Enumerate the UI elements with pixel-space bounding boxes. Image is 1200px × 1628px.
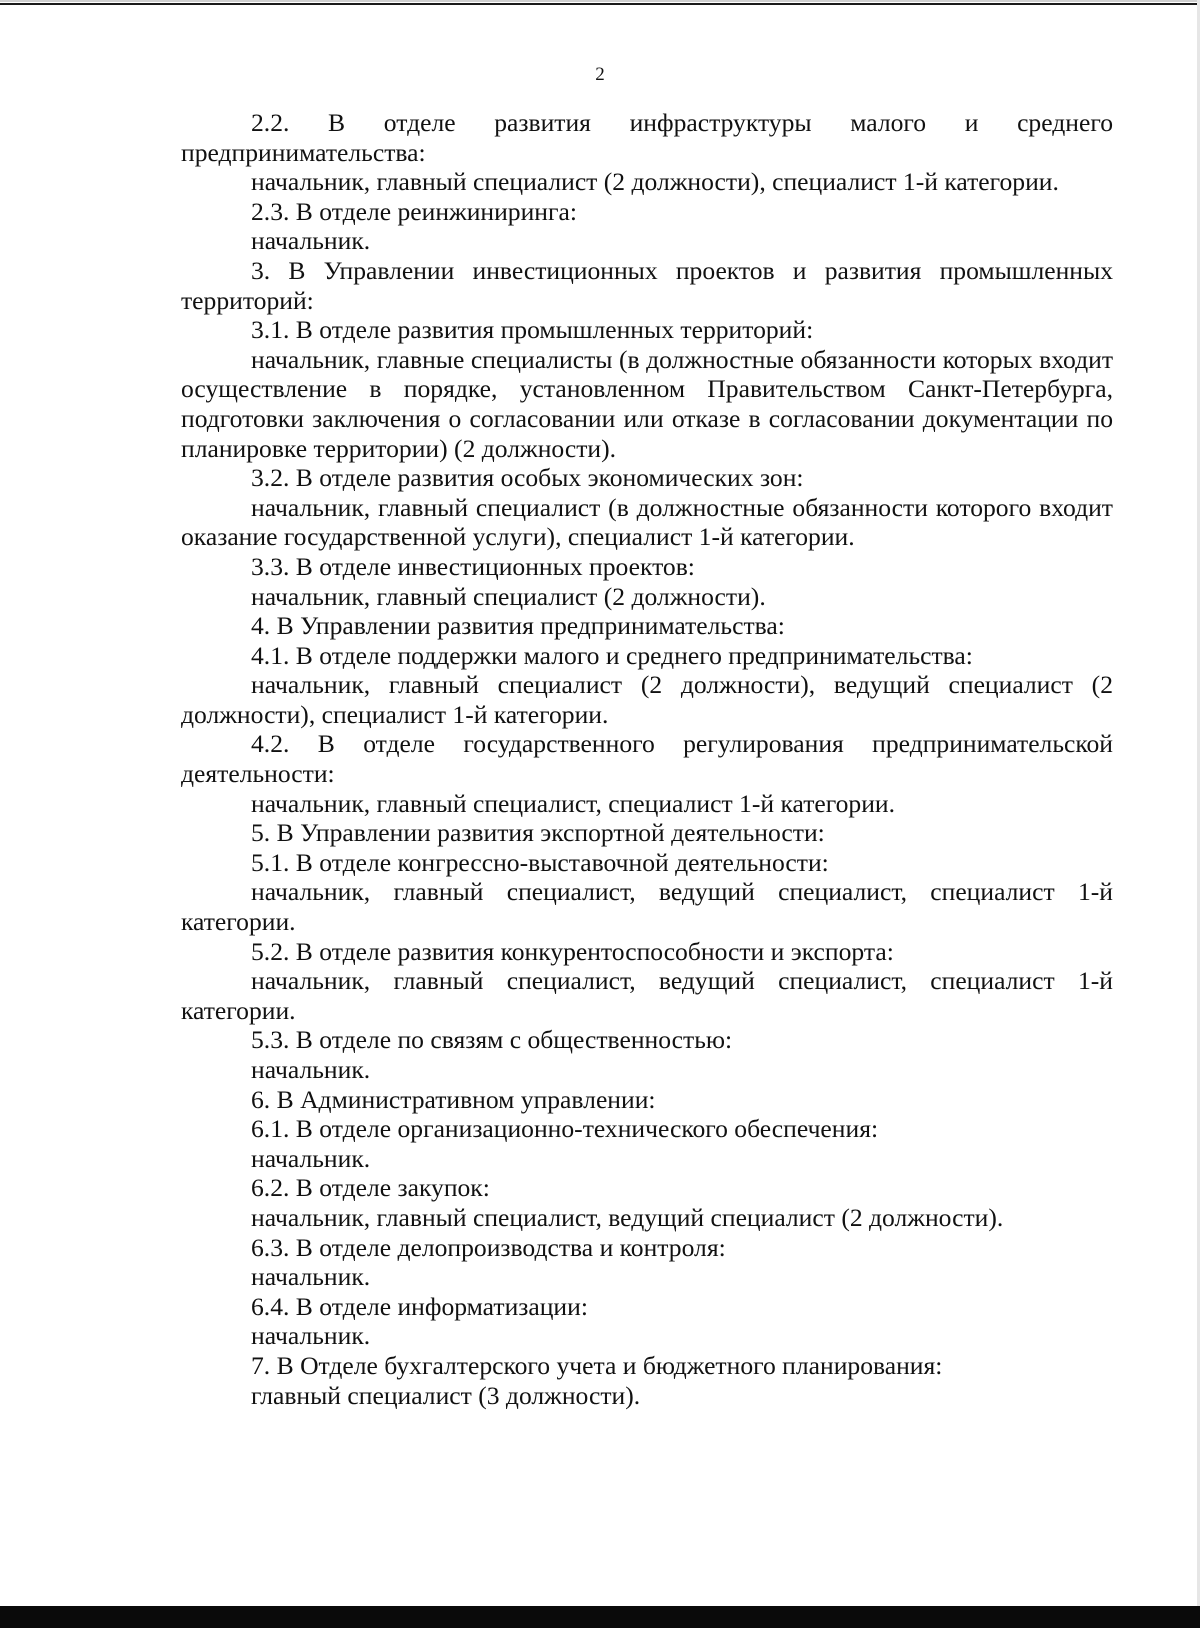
paragraph-5-3-positions: начальник. xyxy=(251,1055,371,1084)
paragraph-4-1-positions: начальник, главный специалист (2 должности), ведущий специалист (2 должности), специалист 1-й категории. xyxy=(181,670,1113,729)
paragraph-5-2-heading: 5.2. В отделе развития конкурентоспособности и экспорта: xyxy=(251,936,894,966)
paragraph-3-heading: 3. В Управлении инвестиционных проектов и развития промышленных территорий: xyxy=(181,255,1113,315)
paragraph-6-heading: 6. В Административном управлении: xyxy=(251,1084,656,1114)
paragraph-6-2-positions: начальник, главный специалист, ведущий специалист (2 должности). xyxy=(251,1202,1004,1232)
paragraph-3-2-heading: 3.2. В отделе развития особых экономических зон: xyxy=(251,463,804,493)
paragraph-6-4-positions: начальник. xyxy=(251,1321,371,1351)
paragraph-4-2-positions: начальник, главный специалист, специалист 1-й категории. xyxy=(251,788,895,818)
paragraph-6-1-heading: 6.1. В отделе организационно-технического обеспечения: xyxy=(251,1114,879,1144)
paragraph-3-3-heading: 3.3. В отделе инвестиционных проектов: xyxy=(251,551,695,581)
paragraph-2-2-positions: начальник, главный специалист (2 должности), специалист 1-й категории. xyxy=(251,167,1059,197)
paragraph-2-3-heading: 2.3. В отделе реинжиниринга: xyxy=(251,196,577,226)
paragraph-4-heading: 4. В Управлении развития предпринимательства: xyxy=(251,611,785,641)
paragraph-5-1-positions: начальник, главный специалист, ведущий специалист, специалист 1-й категории. xyxy=(181,877,1113,937)
paragraph-7-heading: 7. В Отделе бухгалтерского учета и бюджетного планирования: xyxy=(251,1350,943,1380)
page-number: 2 xyxy=(595,64,605,85)
paragraph-5-heading: 5. В Управлении развития экспортной деятельности: xyxy=(251,818,825,848)
scan-top-edge xyxy=(0,0,1200,8)
paragraph-2-3-positions: начальник. xyxy=(251,226,371,256)
paragraph-6-2-heading: 6.2. В отделе закупок: xyxy=(251,1173,490,1203)
paragraph-3-3-positions: начальник, главный специалист (2 должности). xyxy=(251,581,766,611)
paragraph-3-1-heading: 3.1. В отделе развития промышленных территорий: xyxy=(251,315,814,345)
scan-bottom-edge xyxy=(0,1606,1200,1628)
paragraph-5-2-positions: начальник, главный специалист, ведущий специалист, специалист 1-й категории. xyxy=(181,966,1113,1025)
paragraph-3-2-positions: начальник, главный специалист (в должностные обязанности которого входит оказание государственной услуги), специалист 1-й категории. xyxy=(181,492,1113,552)
paragraph-6-3-heading: 6.3. В отделе делопроизводства и контроля: xyxy=(251,1232,726,1262)
paragraph-4-1-heading: 4.1. В отделе поддержки малого и среднего предпринимательства: xyxy=(251,640,973,670)
paragraph-6-4-heading: 6.4. В отделе информатизации: xyxy=(251,1291,588,1321)
paragraph-4-2-heading: 4.2. В отделе государственного регулирования предпринимательской деятельности: xyxy=(181,729,1113,789)
paragraph-5-3-heading: 5.3. В отделе по связям с общественностью: xyxy=(251,1025,733,1055)
paragraph-7-positions: главный специалист (3 должности). xyxy=(251,1380,641,1410)
paragraph-6-1-positions: начальник. xyxy=(251,1143,371,1173)
document-body xyxy=(181,108,1113,1410)
paragraph-2-2-heading: 2.2. В отделе развития инфраструктуры малого и среднего предпринимательства: xyxy=(181,108,1113,167)
paragraph-6-3-positions: начальник. xyxy=(251,1262,371,1292)
paragraph-3-1-positions: начальник, главные специалисты (в должностные обязанности которых входит осуществление в порядке, установленном Правительством Санкт-Петербурга, подготовки заключения о согласовании или отказе в согласовании документации по планировке территории) (2 должности). xyxy=(181,344,1113,463)
paragraph-5-1-heading: 5.1. В отделе конгрессно-выставочной деятельности: xyxy=(251,847,829,877)
